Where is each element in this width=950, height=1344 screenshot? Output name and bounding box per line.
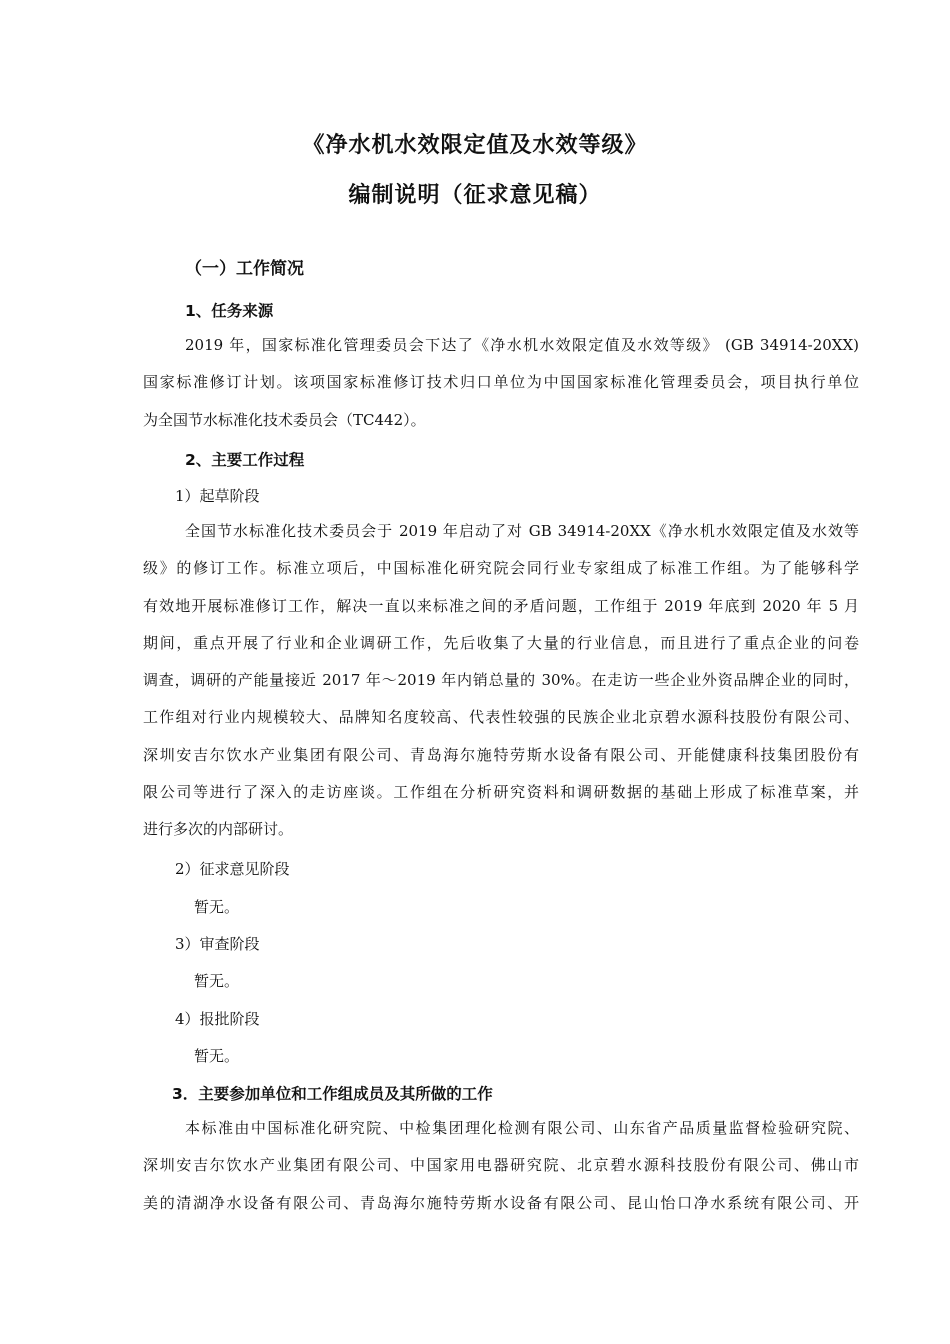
text-line: 美的清湖净水设备有限公司、青岛海尔施特劳斯水设备有限公司、昆山怡口净水系统有限公司、开 <box>143 1193 859 1212</box>
subsection-heading-work-process: 2、主要工作过程 <box>185 451 305 469</box>
stage-label-approval: 4）报批阶段 <box>175 1010 260 1028</box>
text-line: 进行多次的内部研讨。 <box>143 820 294 839</box>
paragraph-drafting-stage <box>143 513 859 849</box>
document-subtitle: 编制说明（征求意见稿） <box>348 183 602 208</box>
paragraph-participants <box>143 1110 859 1222</box>
text-line: 2019 年，国家标准化管理委员会下达了《净水机水效限定值及水效等级》 (GB 34914-20XX) <box>185 336 859 354</box>
text-line: 有效地开展标准修订工作，解决一直以来标准之间的矛盾问题，工作组于 2019 年底到 2020 年 5 月 <box>143 596 859 615</box>
subsection-heading-participants: 3．主要参加单位和工作组成员及其所做的工作 <box>172 1085 493 1103</box>
text-line: 国家标准修订计划。该项国家标准修订技术归口单位为中国国家标准化管理委员会，项目执行单位 <box>143 373 859 392</box>
text-line: 期间，重点开展了行业和企业调研工作，先后收集了大量的行业信息，而且进行了重点企业的问卷 <box>143 633 859 652</box>
stage-content-approval: 暂无。 <box>194 1047 240 1065</box>
text-line: 级》的修订工作。标准立项后，中国标准化研究院会同行业专家组成了标准工作组。为了能够科学 <box>143 559 859 578</box>
stage-content-review: 暂无。 <box>194 972 240 990</box>
stage-content-consultation: 暂无。 <box>194 898 240 916</box>
text-line: 工作组对行业内规模较大、品牌知名度较高、代表性较强的民族企业北京碧水源科技股份有限公司、 <box>143 708 859 727</box>
stage-label-drafting: 1）起草阶段 <box>175 487 260 505</box>
section-heading-work-overview: （一）工作简况 <box>185 259 304 279</box>
document-title: 《净水机水效限定值及水效等级》 <box>302 133 648 158</box>
subsection-heading-task-source: 1、任务来源 <box>185 302 274 320</box>
text-line: 限公司等进行了深入的走访座谈。工作组在分析研究资料和调研数据的基础上形成了标准草案，并 <box>143 783 859 802</box>
stage-label-consultation: 2）征求意见阶段 <box>175 860 290 878</box>
text-line: 本标准由中国标准化研究院、中检集团理化检测有限公司、山东省产品质量监督检验研究院、 <box>185 1119 859 1137</box>
stage-label-review: 3）审查阶段 <box>175 935 260 953</box>
paragraph-task-source <box>143 327 859 439</box>
text-line: 深圳安吉尔饮水产业集团有限公司、青岛海尔施特劳斯水设备有限公司、开能健康科技集团股份有 <box>143 745 859 764</box>
text-line: 调查，调研的产能量接近 2017 年～2019 年内销总量的 30%。在走访一些企业外资品牌企业的同时， <box>143 671 859 690</box>
text-line: 全国节水标准化技术委员会于 2019 年启动了对 GB 34914-20XX《净水机水效限定值及水效等 <box>185 522 859 540</box>
text-line: 深圳安吉尔饮水产业集团有限公司、中国家用电器研究院、北京碧水源科技股份有限公司、佛山市 <box>143 1156 859 1175</box>
text-line: 为全国节水标准化技术委员会（TC442）。 <box>143 410 426 429</box>
